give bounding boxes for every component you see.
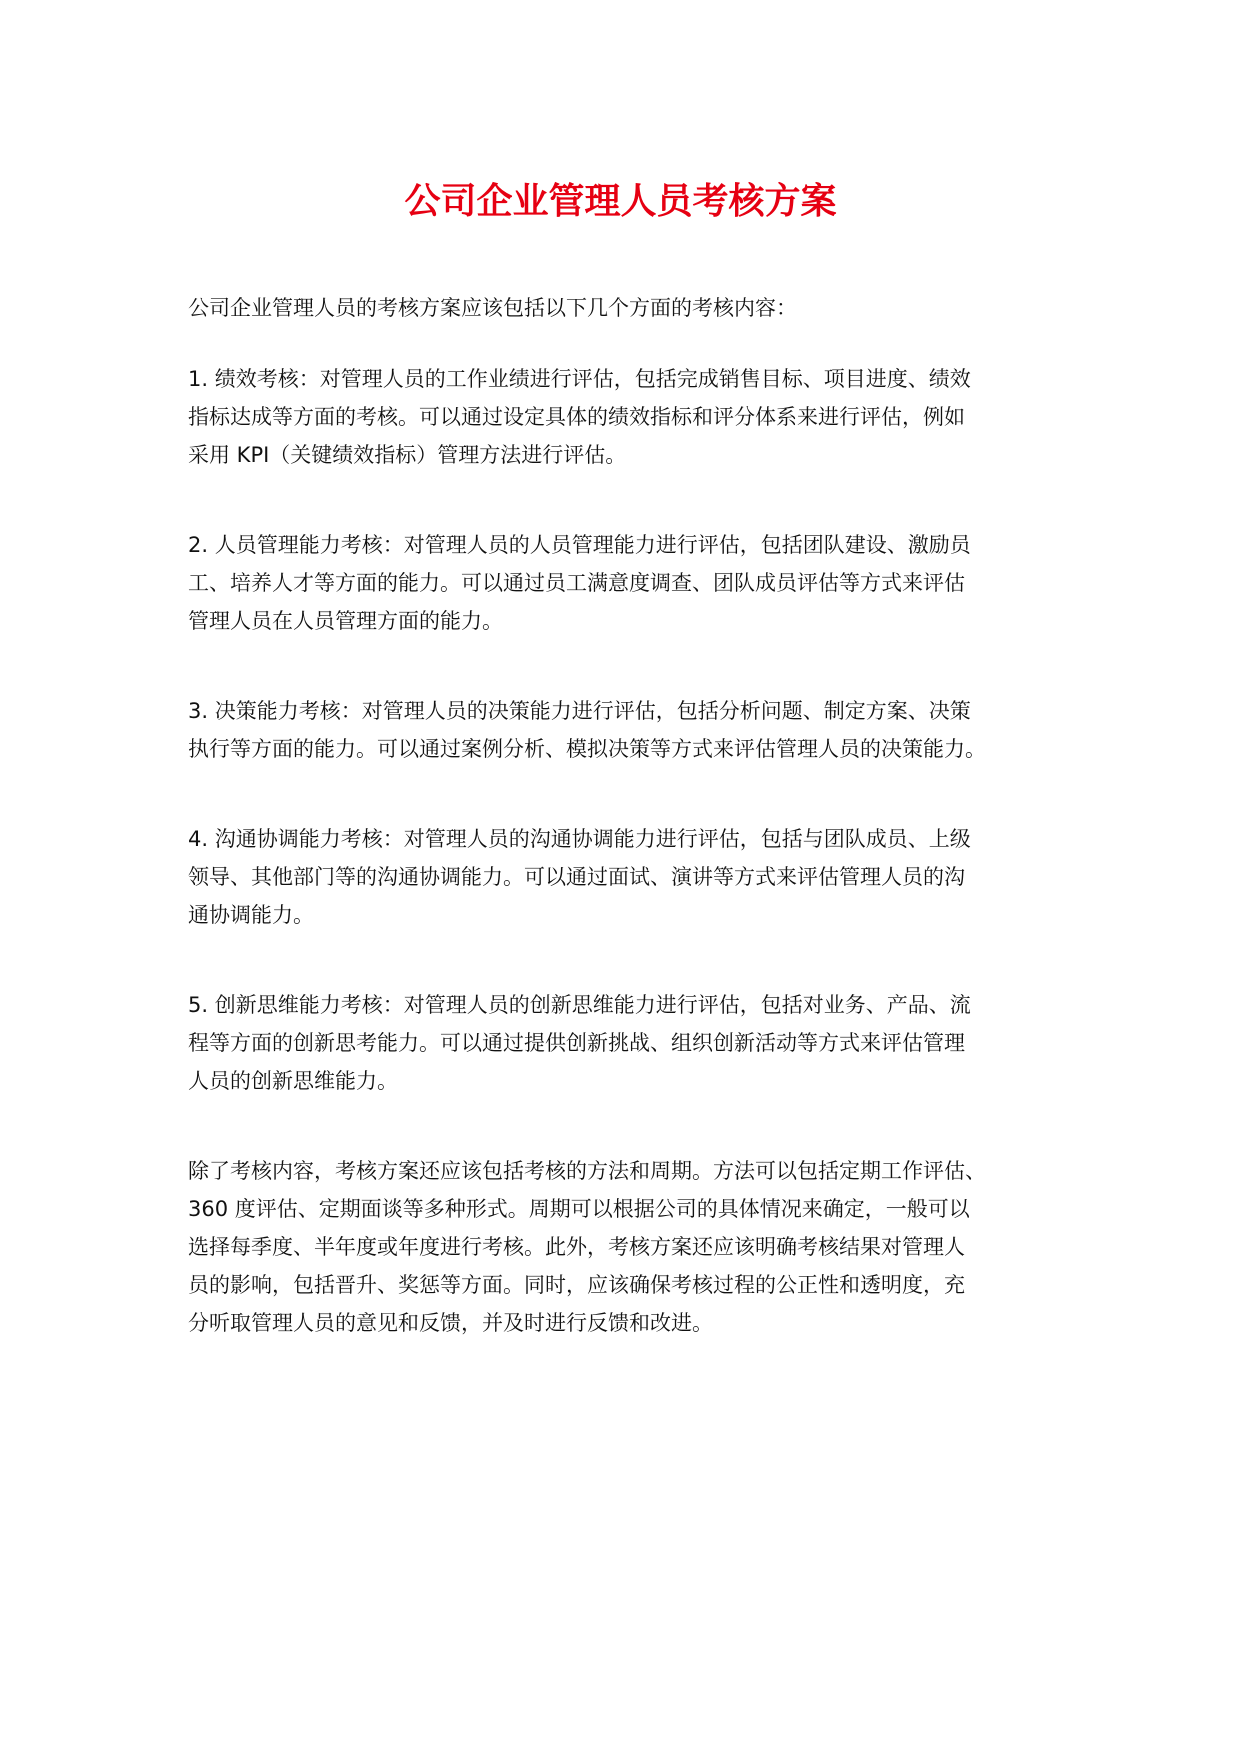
paragraph-line: 选择每季度、半年度或年度进行考核。此外，考核方案还应该明确考核结果对管理人 — [188, 1235, 965, 1259]
paragraph-line: 除了考核内容，考核方案还应该包括考核的方法和周期。方法可以包括定期工作评估、 — [188, 1159, 986, 1183]
paragraph-line: 人员的创新思维能力。 — [188, 1069, 398, 1093]
section-decision-making — [188, 692, 1068, 768]
paragraph-line: 采用 KPI（关键绩效指标）管理方法进行评估。 — [188, 443, 627, 467]
intro-paragraph: 公司企业管理人员的考核方案应该包括以下几个方面的考核内容： — [188, 296, 797, 320]
paragraph-line: 4. 沟通协调能力考核：对管理人员的沟通协调能力进行评估，包括与团队成员、上级 — [188, 827, 971, 851]
paragraph-line: 程等方面的创新思考能力。可以通过提供创新挑战、组织创新活动等方式来评估管理 — [188, 1031, 965, 1055]
paragraph-line: 通协调能力。 — [188, 903, 314, 927]
paragraph-line: 5. 创新思维能力考核：对管理人员的创新思维能力进行评估，包括对业务、产品、流 — [188, 993, 971, 1017]
paragraph-line: 2. 人员管理能力考核：对管理人员的人员管理能力进行评估，包括团队建设、激励员 — [188, 533, 971, 557]
section-innovation — [188, 986, 1068, 1100]
section-performance — [188, 360, 1068, 474]
paragraph-line: 领导、其他部门等的沟通协调能力。可以通过面试、演讲等方式来评估管理人员的沟 — [188, 865, 965, 889]
paragraph-line: 指标达成等方面的考核。可以通过设定具体的绩效指标和评分体系来进行评估，例如 — [188, 405, 965, 429]
section-people-management — [188, 526, 1068, 640]
paragraph-line: 3. 决策能力考核：对管理人员的决策能力进行评估，包括分析问题、制定方案、决策 — [188, 699, 971, 723]
paragraph-line: 分听取管理人员的意见和反馈，并及时进行反馈和改进。 — [188, 1311, 713, 1335]
document-title: 公司企业管理人员考核方案 — [404, 181, 837, 222]
paragraph-line: 360 度评估、定期面谈等多种形式。周期可以根据公司的具体情况来确定，一般可以 — [188, 1197, 970, 1221]
paragraph-line: 管理人员在人员管理方面的能力。 — [188, 609, 503, 633]
paragraph-line: 1. 绩效考核：对管理人员的工作业绩进行评估，包括完成销售目标、项目进度、绩效 — [188, 367, 971, 391]
paragraph-line: 执行等方面的能力。可以通过案例分析、模拟决策等方式来评估管理人员的决策能力。 — [188, 737, 986, 761]
section-communication — [188, 820, 1068, 934]
section-methods-and-cycle — [188, 1152, 1068, 1342]
paragraph-line: 员的影响，包括晋升、奖惩等方面。同时，应该确保考核过程的公正性和透明度，充 — [188, 1273, 965, 1297]
paragraph-line: 工、培养人才等方面的能力。可以通过员工满意度调查、团队成员评估等方式来评估 — [188, 571, 965, 595]
